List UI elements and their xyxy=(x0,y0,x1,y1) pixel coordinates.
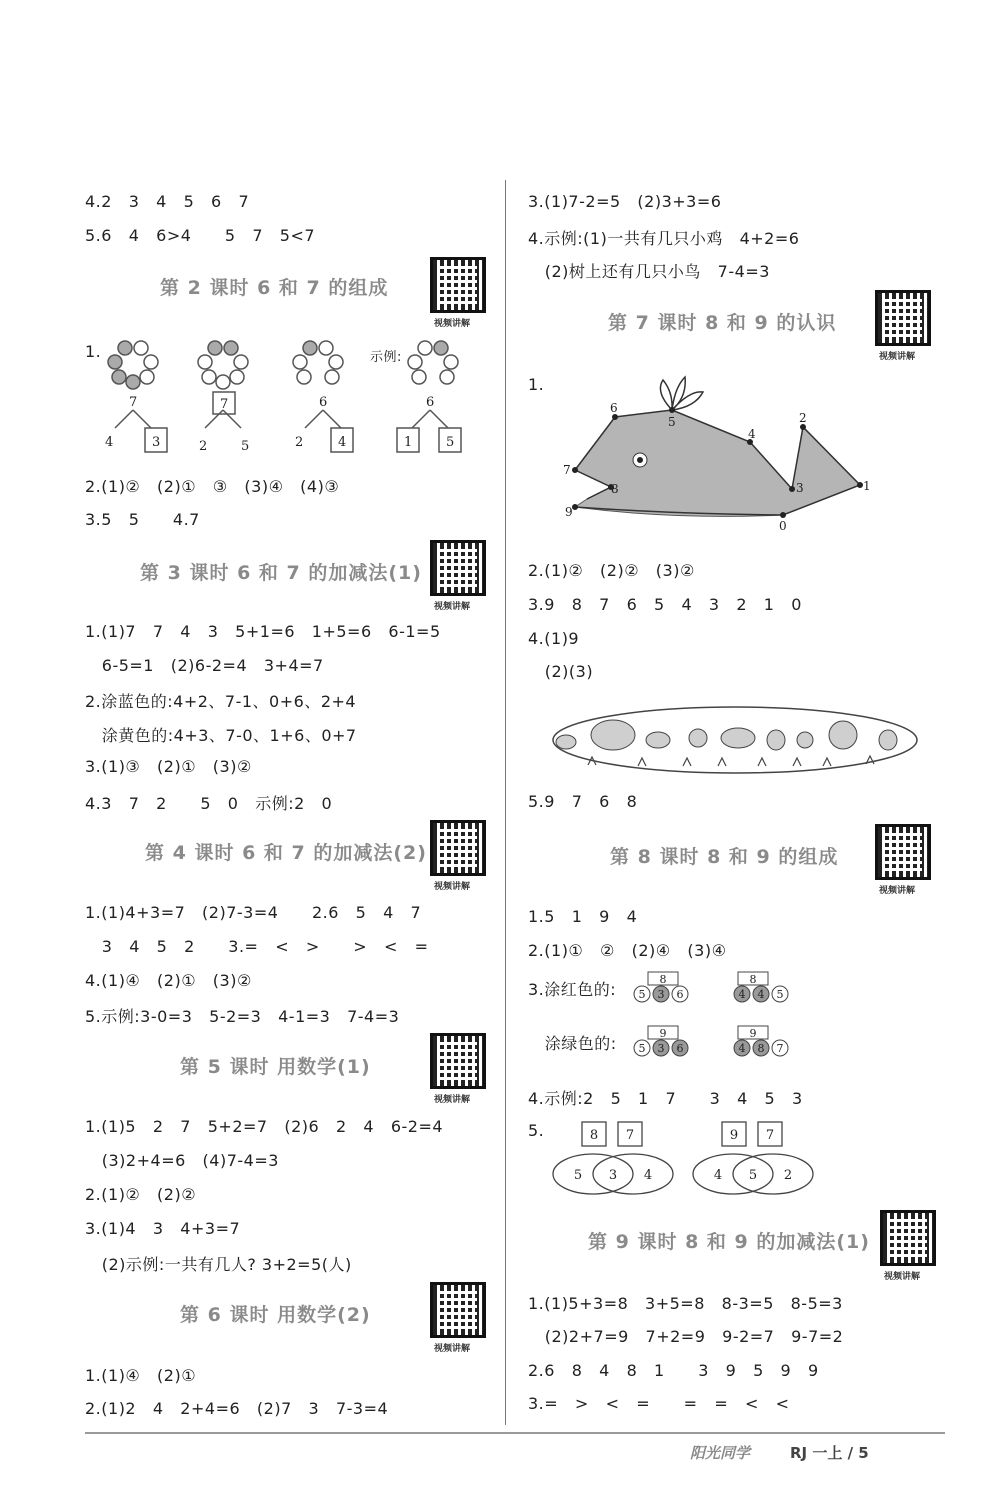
answer-line: 3.5 5 4.7 xyxy=(85,510,200,529)
answer-line: 1. xyxy=(528,375,545,394)
venn-box: 9 xyxy=(729,1128,739,1143)
tree-top: 7 xyxy=(129,395,138,410)
tree-left: 2 xyxy=(199,439,208,454)
qr-caption: 视频讲解 xyxy=(879,352,916,362)
answer-line: 3 4 5 2 3.= < > > < = xyxy=(85,937,429,956)
answer-line: 1.(1)7 7 4 3 5+1=6 1+5=6 6-1=5 xyxy=(85,622,441,641)
apple-number: 6 xyxy=(676,988,684,1001)
tree-right: 5 xyxy=(241,439,250,454)
dot-number: 5 xyxy=(668,415,676,429)
apple-total: 8 xyxy=(659,973,667,986)
tree-left: 2 xyxy=(295,435,304,450)
dot-number: 2 xyxy=(799,411,807,425)
section-heading: 第 3 课时 6 和 7 的加减法(1) xyxy=(140,562,422,584)
answer-line: 5.9 7 6 8 xyxy=(528,792,638,811)
dot-number: 8 xyxy=(611,482,619,496)
qr-caption: 视频讲解 xyxy=(434,882,471,892)
qr-code-icon[interactable] xyxy=(875,290,931,346)
venn-middle: 5 xyxy=(748,1168,758,1183)
answer-line: 3.涂红色的: xyxy=(528,980,617,999)
whale-dot-to-dot-figure xyxy=(555,372,885,532)
qr-code-icon[interactable] xyxy=(430,820,486,876)
answer-line: 6-5=1 (2)6-2=4 3+4=7 xyxy=(85,656,324,675)
tree-right: 3 xyxy=(152,435,161,450)
answer-line: 4.(1)9 xyxy=(528,629,580,648)
dot-number: 9 xyxy=(565,505,573,519)
dot-number: 3 xyxy=(796,481,804,495)
dot-number: 4 xyxy=(748,427,756,441)
apple-number: 8 xyxy=(757,1042,765,1055)
venn-right: 4 xyxy=(643,1168,653,1183)
animals-ellipse-figure xyxy=(548,700,923,785)
answer-line: 1.(1)5+3=8 3+5=8 8-3=5 8-5=3 xyxy=(528,1294,843,1313)
qr-caption: 视频讲解 xyxy=(879,886,916,896)
venn-box: 7 xyxy=(765,1128,775,1143)
page-footer: RJ 一上 / 5 xyxy=(790,1444,869,1462)
dot-number: 7 xyxy=(563,463,571,477)
answer-line: 2.(1)② (2)① ③ (3)④ (4)③ xyxy=(85,477,340,496)
answer-line: 2.6 8 4 8 1 3 9 5 9 9 xyxy=(528,1361,819,1380)
answer-line: 3.(1)4 3 4+3=7 xyxy=(85,1219,241,1238)
tree-left: 1 xyxy=(404,435,413,450)
apple-number: 3 xyxy=(657,1042,665,1055)
tree-left: 4 xyxy=(105,435,114,450)
column-divider xyxy=(505,180,506,1425)
section-heading: 第 2 课时 6 和 7 的组成 xyxy=(160,277,389,299)
tree-top: 7 xyxy=(220,397,229,412)
qr-code-icon[interactable] xyxy=(430,1033,486,1089)
section-heading: 第 9 课时 8 和 9 的加减法(1) xyxy=(588,1231,870,1253)
apple-number: 6 xyxy=(676,1042,684,1055)
venn-middle: 3 xyxy=(608,1168,618,1183)
tree-top: 6 xyxy=(319,395,328,410)
answer-line: 涂黄色的:4+3、7-0、1+6、0+7 xyxy=(85,726,357,745)
answer-line: 1.(1)4+3=7 (2)7-3=4 2.6 5 4 7 xyxy=(85,903,422,922)
answer-line: 2.(1)2 4 2+4=6 (2)7 3 7-3=4 xyxy=(85,1399,389,1418)
answer-line: (2)2+7=9 7+2=9 9-2=7 9-7=2 xyxy=(528,1327,844,1346)
dot-number: 6 xyxy=(610,401,618,415)
tree-right: 5 xyxy=(446,435,455,450)
answer-line: (3)2+4=6 (4)7-4=3 xyxy=(85,1151,279,1170)
qr-code-icon[interactable] xyxy=(875,824,931,880)
answer-line: 2.涂蓝色的:4+2、7-1、0+6、2+4 xyxy=(85,692,357,711)
answer-line: (2)(3) xyxy=(528,662,594,681)
apple-total: 9 xyxy=(659,1027,667,1040)
apple-number: 5 xyxy=(776,988,784,1001)
qr-caption: 视频讲解 xyxy=(884,1272,921,1282)
answer-line: 4.(1)④ (2)① (3)② xyxy=(85,971,252,990)
qr-code-icon[interactable] xyxy=(430,1282,486,1338)
dot-number: 0 xyxy=(779,519,787,532)
answer-line: 涂绿色的: xyxy=(528,1034,617,1053)
answer-line: 2.(1)② (2)② (3)② xyxy=(528,561,695,580)
qr-code-icon[interactable] xyxy=(430,540,486,596)
circle-decomposition-figure xyxy=(95,338,475,468)
answer-line: 2.(1)① ② (2)④ (3)④ xyxy=(528,941,727,960)
section-heading: 第 6 课时 用数学(2) xyxy=(180,1304,371,1326)
section-heading: 第 7 课时 8 和 9 的认识 xyxy=(608,312,837,334)
qr-code-icon[interactable] xyxy=(430,257,486,313)
answer-line: 4.2 3 4 5 6 7 xyxy=(85,192,250,211)
answer-line: 3.(1)7-2=5 (2)3+3=6 xyxy=(528,192,722,211)
qr-code-icon[interactable] xyxy=(880,1210,936,1266)
answer-line: (2)示例:一共有几人? 3+2=5(人) xyxy=(85,1255,352,1274)
apple-number: 4 xyxy=(738,1042,746,1055)
venn-left: 5 xyxy=(573,1168,583,1183)
venn-right: 2 xyxy=(783,1168,793,1183)
apple-number: 5 xyxy=(638,1042,646,1055)
answer-line: 1.(1)5 2 7 5+2=7 (2)6 2 4 6-2=4 xyxy=(85,1117,444,1136)
answer-line: 1. xyxy=(85,342,102,361)
dot-number: 1 xyxy=(863,479,871,493)
answer-line: 1.(1)④ (2)① xyxy=(85,1366,197,1385)
example-label: 示例: xyxy=(370,350,402,365)
footer-rule xyxy=(85,1432,945,1434)
apple-total: 8 xyxy=(749,973,757,986)
apple-number: 3 xyxy=(657,988,665,1001)
answer-line: 4.示例:(1)一共有几只小鸡 4+2=6 xyxy=(528,229,800,248)
qr-caption: 视频讲解 xyxy=(434,602,471,612)
answer-line: 4.3 7 2 5 0 示例:2 0 xyxy=(85,794,333,813)
qr-caption: 视频讲解 xyxy=(434,1344,471,1354)
apple-number: 4 xyxy=(757,988,765,1001)
qr-caption: 视频讲解 xyxy=(434,1095,471,1105)
tree-right: 4 xyxy=(338,435,347,450)
brand-logo: 阳光同学 xyxy=(690,1444,751,1462)
venn-figure xyxy=(548,1118,828,1198)
apple-number: 7 xyxy=(776,1042,784,1055)
section-heading: 第 8 课时 8 和 9 的组成 xyxy=(610,846,839,868)
apple-number-bond-figure xyxy=(628,970,818,1070)
answer-line: 3.9 8 7 6 5 4 3 2 1 0 xyxy=(528,595,802,614)
answer-line: 3.(1)③ (2)① (3)② xyxy=(85,757,252,776)
answer-line: 5.示例:3-0=3 5-2=3 4-1=3 7-4=3 xyxy=(85,1007,400,1026)
venn-left: 4 xyxy=(713,1168,723,1183)
qr-caption: 视频讲解 xyxy=(434,319,471,329)
section-heading: 第 4 课时 6 和 7 的加减法(2) xyxy=(145,842,427,864)
answer-line: 1.5 1 9 4 xyxy=(528,907,638,926)
answer-line: 5.6 4 6>4 5 7 5<7 xyxy=(85,226,316,245)
apple-number: 5 xyxy=(638,988,646,1001)
answer-line: 2.(1)② (2)② xyxy=(85,1185,197,1204)
tree-top: 6 xyxy=(426,395,435,410)
answer-line: 4.示例:2 5 1 7 3 4 5 3 xyxy=(528,1089,803,1108)
answer-line: 5. xyxy=(528,1121,545,1140)
venn-box: 8 xyxy=(589,1128,599,1143)
answer-line: (2)树上还有几只小鸟 7-4=3 xyxy=(528,262,770,281)
answer-line: 3.= > < = = = < < xyxy=(528,1394,790,1413)
venn-box: 7 xyxy=(625,1128,635,1143)
apple-number: 4 xyxy=(738,988,746,1001)
section-heading: 第 5 课时 用数学(1) xyxy=(180,1056,371,1078)
apple-total: 9 xyxy=(749,1027,757,1040)
